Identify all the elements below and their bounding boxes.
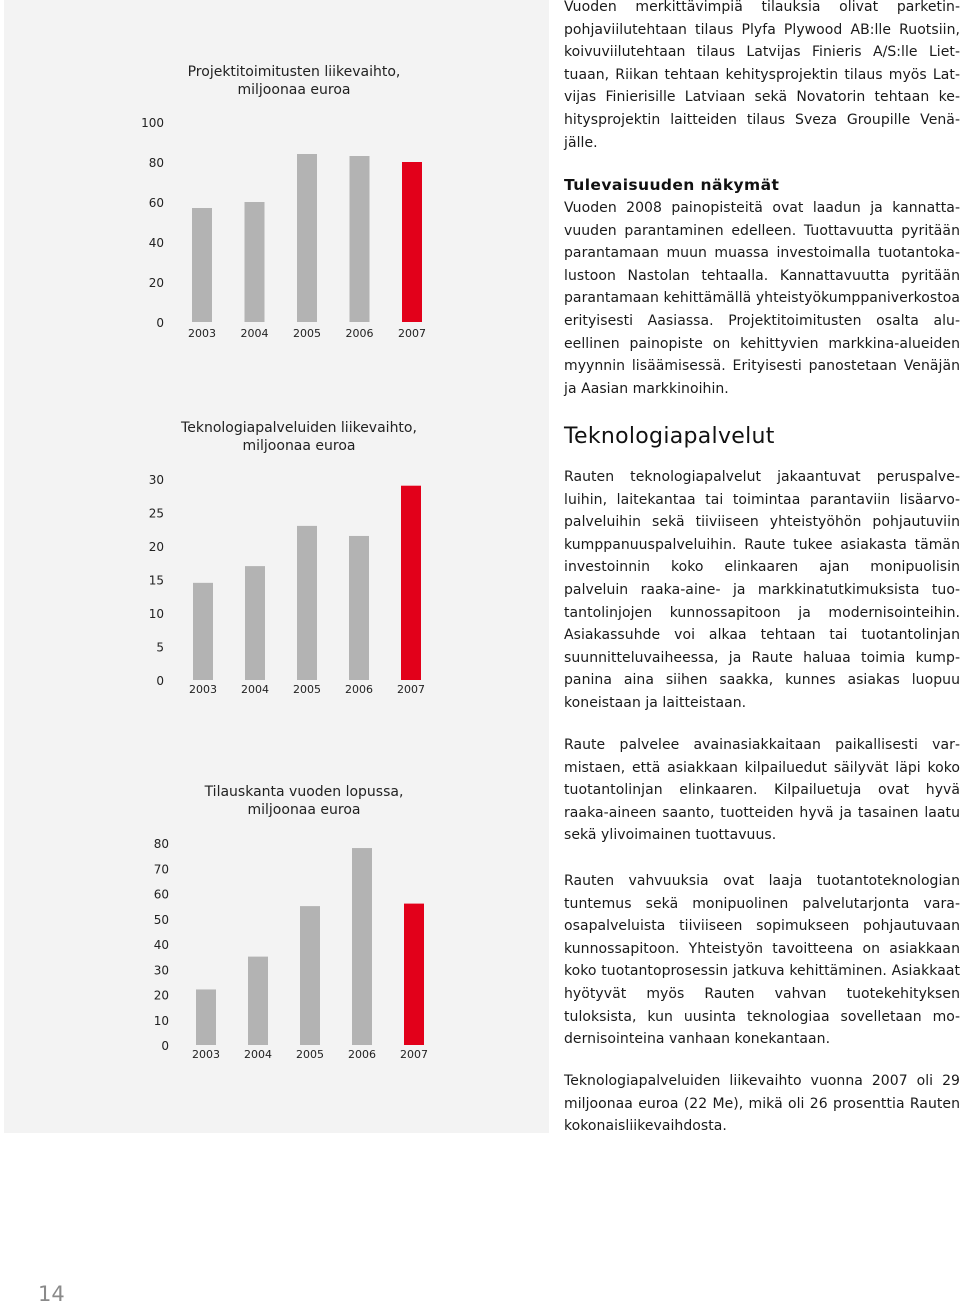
y-tick-label: 30 xyxy=(153,963,169,978)
y-tick-label: 20 xyxy=(153,988,169,1003)
y-tick-label: 10 xyxy=(153,1013,169,1028)
bar xyxy=(196,989,216,1045)
intro-paragraph: Vuoden merkittävimpiä tilauksia olivat parketinpohjaviilutehtaan tilaus Plyfa Plywood AB:lle Ruotsiin, koivuviilutehtaan tilaus Latvijas Finieris A/S:lle Liettuaan, Riikan tehtaan kehitysprojektin tilaus myös Latvijas Finierisille Latviaan sekä Novatorin tehtaan kehitysprojektin laitteiden tilaus Sveza Groupille Venäjälle. xyxy=(564,0,960,151)
bar xyxy=(245,202,265,322)
future-outlook-paragraph: Vuoden 2008 painopisteitä ovat laadun ja kannattavuuden parantaminen edelleen. Tuottavuutta pyritään parantamaan muun muassa investoimalla tuotantokalustoon Nastolan tehtaalla. Kannattavuutta pyritään parantamaan kehittämällä yhteistyökumppaniverkostoa erityisesti Aasiassa. Projektitoimitusten osalta alueellinen painopiste on kehittyvien markkina-alueiden myynnin lisäämisessä. Erityisesti panostetaan Venäjän ja Aasian markkinoihin. xyxy=(564,200,960,397)
y-tick-label: 80 xyxy=(153,837,169,851)
x-tick-label: 2006 xyxy=(345,683,373,696)
y-tick-label: 20 xyxy=(148,276,164,290)
net-sales-paragraph: Teknologiapalveluiden liikevaihto vuonna 2007 oli 29 miljoonaa euroa (22 Me), mikä oli 26 prosenttia Rauten kokonaisliikevaihdosta. xyxy=(564,1073,960,1135)
x-tick-label: 2007 xyxy=(397,683,425,696)
x-tick-label: 2003 xyxy=(188,327,216,340)
page-number: 14 xyxy=(38,1282,65,1306)
x-tick-label: 2005 xyxy=(293,327,321,340)
bar xyxy=(193,583,213,680)
order-backlog-chart xyxy=(4,720,549,1133)
y-tick-label: 30 xyxy=(148,473,164,487)
y-tick-label: 40 xyxy=(153,938,169,952)
x-tick-label: 2007 xyxy=(400,1048,428,1061)
y-tick-label: 25 xyxy=(148,506,164,521)
chart-plot xyxy=(4,720,549,1133)
x-tick-label: 2005 xyxy=(296,1048,324,1061)
x-tick-label: 2004 xyxy=(240,327,269,340)
x-tick-label: 2004 xyxy=(244,1048,272,1061)
y-tick-label: 100 xyxy=(141,116,164,130)
chart-title-line: miljoonaa euroa xyxy=(237,82,351,98)
chart-title-line: Projektitoimitusten liikevaihto, xyxy=(187,64,401,80)
y-tick-label: 0 xyxy=(161,1039,169,1053)
x-tick-label: 2003 xyxy=(189,683,217,696)
y-tick-label: 15 xyxy=(148,573,164,588)
x-tick-label: 2004 xyxy=(241,683,269,696)
technology-services-chart xyxy=(4,360,549,720)
services-paragraph: Rauten teknologiapalvelut jakaantuvat peruspalveluihin, laitekantaa tai toimintaa parantaviin lisäarvopalveluihin sekä tiiviiseen yhteistyöhön pohjautuviin kumppanuuspalveluihin. Raute tukee asiakasta tämän investoinnin koko elinkaaren ajan monipuolisin palveluin raaka-aine- ja markkinatutkimuksista tuotantolinjojen kunnossapitoon ja modernisointeihin. Asiakassuhde voi alkaa tehtaan tai tuotantolinjan suunnitteluvaiheessa, ja Raute haluaa toimia kumppanina aina siihen saakka, kunnes asiakas luopuu koneistaan ja laitteistaan. xyxy=(564,469,960,711)
chart-plot xyxy=(4,0,549,360)
bar xyxy=(402,162,422,322)
y-tick-label: 60 xyxy=(148,196,164,210)
bar xyxy=(297,154,317,322)
bar xyxy=(300,906,320,1045)
y-tick-label: 0 xyxy=(156,674,164,688)
y-tick-label: 5 xyxy=(156,640,164,655)
x-tick-label: 2006 xyxy=(348,1048,376,1061)
y-tick-label: 10 xyxy=(148,607,164,621)
chart-title-line: Tilauskanta vuoden lopussa, xyxy=(204,784,404,800)
charts-panel xyxy=(4,0,549,1133)
y-tick-label: 80 xyxy=(148,156,164,170)
bar xyxy=(350,156,370,322)
bar xyxy=(245,566,265,680)
x-tick-label: 2007 xyxy=(398,327,426,340)
x-tick-label: 2006 xyxy=(345,327,374,340)
chart-title-line: miljoonaa euroa xyxy=(242,438,356,454)
project-deliveries-chart xyxy=(4,0,549,360)
strengths-paragraph: Rauten vahvuuksia ovat laaja tuotantoteknologian tuntemus sekä monipuolinen palvelutarjonta varaosapalveluista tiiviiseen sopimukseen pohjautuvaan kunnossapitoon. Yhteistyön tavoitteena on asiakkaan koko tuotantoprosessin jatkuva kehittäminen. Asiakkaat hyötyvät myös Rauten vahvan tuotekehityksen tuloksista, kun uusinta teknologiaa sovelletaan modernisointeina vanhaan konekantaan. xyxy=(564,873,960,1048)
bar xyxy=(248,957,268,1045)
y-tick-label: 40 xyxy=(148,236,164,250)
chart-plot xyxy=(4,360,549,720)
bar xyxy=(192,208,212,322)
x-tick-label: 2005 xyxy=(293,683,321,696)
bar xyxy=(352,848,372,1045)
bar xyxy=(401,486,421,680)
chart-title-line: Teknologiapalveluiden liikevaihto, xyxy=(181,420,417,436)
future-outlook-heading: Tulevaisuuden näkymät xyxy=(564,176,780,194)
y-tick-label: 0 xyxy=(156,316,164,330)
y-tick-label: 60 xyxy=(153,887,169,902)
y-tick-label: 50 xyxy=(153,912,169,927)
y-tick-label: 20 xyxy=(148,540,164,554)
key-customers-paragraph: Raute palvelee avainasiakkaitaan paikallisesti varmistaen, että asiakkaan kilpailuedut säilyvät läpi koko tuotantolinjan elinkaaren. Kilpailuetuja ovat hyvä raaka-aineen saanto, tuotteiden hyvä ja tasainen laatu sekä ylivoimainen tuottavuus. xyxy=(564,737,960,844)
y-tick-label: 70 xyxy=(153,862,169,877)
bar xyxy=(349,536,369,680)
x-tick-label: 2003 xyxy=(192,1048,220,1061)
section-title: Teknologiapalvelut xyxy=(564,424,775,449)
bar xyxy=(297,526,317,680)
bar xyxy=(404,904,424,1045)
chart-title-line: miljoonaa euroa xyxy=(247,802,361,818)
